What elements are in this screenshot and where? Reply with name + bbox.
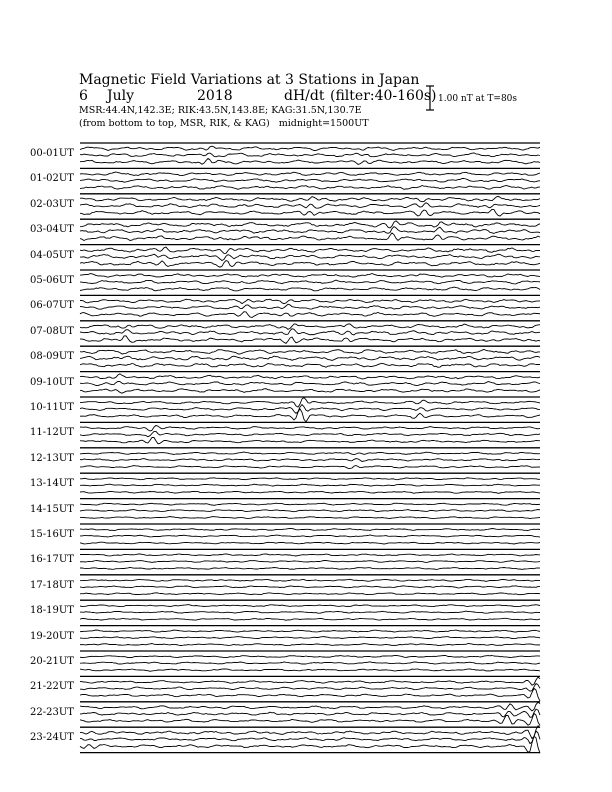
kag-trace: [80, 425, 540, 431]
row-label-19-20ut: 19-20UT: [30, 630, 74, 642]
rik-trace: [80, 684, 540, 692]
rik-trace: [80, 709, 540, 717]
hour-row: [80, 549, 540, 569]
row-label-15-16ut: 15-16UT: [30, 529, 74, 540]
hour-row: [80, 372, 540, 394]
rik-trace: [80, 381, 540, 385]
rik-trace: [80, 662, 540, 664]
hour-row: [80, 448, 540, 469]
hour-row: [80, 422, 540, 443]
rik-trace: [80, 304, 540, 309]
msr-trace: [80, 517, 540, 519]
kag-trace: [80, 503, 540, 505]
row-label-07-08ut: 07-08UT: [30, 325, 74, 337]
kag-trace: [80, 196, 540, 201]
msr-trace: [80, 389, 540, 394]
kag-trace: [80, 398, 540, 408]
kag-trace: [80, 579, 540, 581]
msr-trace: [80, 644, 540, 646]
row-label-11-12ut: 11-12UT: [30, 427, 74, 439]
hour-row: [80, 702, 540, 726]
hour-row: [80, 245, 540, 268]
row-label-01-02ut: 01-02UT: [30, 173, 74, 185]
msr-trace: [80, 233, 540, 241]
rik-trace: [80, 459, 540, 462]
filter: (filter:40-160s): [330, 88, 437, 104]
rik-trace: [80, 356, 540, 360]
hour-row: [80, 499, 540, 519]
rik-trace: [80, 611, 540, 613]
msr-trace: [80, 409, 540, 422]
rik-trace: [80, 280, 540, 284]
hour-row: [80, 575, 540, 595]
row-label-10-11ut: 10-11UT: [30, 402, 74, 413]
hour-row: [80, 600, 540, 620]
row-label-18-19ut: 18-19UT: [30, 605, 74, 617]
hour-rows: [80, 143, 540, 753]
row-label-16-17ut: 16-17UT: [30, 554, 74, 566]
kag-trace: [80, 274, 540, 278]
msr-trace: [80, 363, 540, 367]
hour-row: [80, 397, 540, 422]
hour-row: [80, 651, 540, 671]
month: July: [107, 88, 135, 104]
kag-trace: [80, 146, 540, 150]
rik-trace: [80, 329, 540, 335]
msr-trace: [80, 669, 540, 671]
rik-trace: [80, 227, 540, 234]
row-label-14-15ut: 14-15UT: [30, 503, 74, 515]
row-label-00-01ut: 00-01UT: [30, 148, 74, 159]
row-label-12-13ut: 12-13UT: [30, 452, 74, 464]
kag-trace: [80, 374, 540, 379]
msr-trace: [80, 593, 540, 595]
msr-trace: [80, 312, 540, 318]
chart-title: Magnetic Field Variations at 3 Stations in Japan: [79, 72, 420, 88]
msr-trace: [80, 542, 540, 544]
hour-row: [80, 295, 540, 317]
rik-trace: [80, 405, 540, 414]
row-label-20-21ut: 20-21UT: [30, 656, 74, 667]
msr-trace: [80, 158, 540, 164]
kag-trace: [80, 247, 540, 253]
rik-trace: [80, 179, 540, 183]
kag-trace: [80, 655, 540, 657]
rik-trace: [80, 484, 540, 486]
hour-row: [80, 473, 540, 493]
msr-trace: [80, 688, 540, 701]
msr-trace: [80, 713, 540, 725]
msr-trace: [80, 209, 540, 216]
hour-row: [80, 626, 540, 646]
msr-trace: [80, 466, 540, 469]
row-label-09-10ut: 09-10UT: [30, 376, 74, 388]
msr-trace: [80, 437, 540, 443]
quantity: dH/dt: [284, 88, 325, 104]
scale-bar-label: 1.00 nT at T=80s: [438, 94, 518, 104]
rik-trace: [80, 637, 540, 639]
midnight-note: midnight=1500UT: [278, 118, 369, 129]
row-label-22-23ut: 22-23UT: [30, 706, 74, 718]
kag-trace: [80, 299, 540, 304]
hour-row: [80, 524, 540, 544]
kag-trace: [80, 478, 540, 480]
order-note: (from bottom to top, MSR, RIK, & KAG): [79, 118, 270, 129]
row-label-08-09ut: 08-09UT: [30, 351, 74, 363]
msr-trace: [80, 287, 540, 291]
row-label-21-22ut: 21-22UT: [30, 681, 74, 693]
kag-trace: [80, 677, 540, 685]
rik-trace: [80, 586, 540, 588]
hour-row: [80, 168, 540, 189]
msr-trace: [80, 186, 540, 190]
kag-trace: [80, 702, 540, 711]
kag-trace: [80, 349, 540, 354]
rik-trace: [80, 153, 540, 157]
row-label-17-18ut: 17-18UT: [30, 579, 74, 591]
rik-trace: [80, 431, 540, 436]
hour-row: [80, 219, 540, 240]
msr-trace: [80, 618, 540, 620]
scale-bar: [426, 86, 434, 110]
msr-trace: [80, 261, 540, 268]
row-label-04-05ut: 04-05UT: [30, 249, 74, 261]
hour-row: [80, 321, 540, 344]
rik-trace: [80, 510, 540, 512]
row-label-23-24ut: 23-24UT: [30, 732, 74, 744]
kag-trace: [80, 324, 540, 329]
hour-row: [80, 194, 540, 216]
row-label-03-04ut: 03-04UT: [30, 224, 74, 236]
hour-row: [80, 676, 540, 701]
msr-trace: [80, 336, 540, 344]
msr-trace: [80, 567, 540, 569]
rik-trace: [80, 203, 540, 209]
kag-trace: [80, 172, 540, 176]
hour-row: [80, 270, 540, 291]
rik-trace: [80, 254, 540, 260]
hour-row: [80, 726, 540, 754]
station-coordinates: MSR:44.4N,142.3E; RIK:43.5N,143.8E; KAG:31.5N,130.7E: [79, 105, 362, 116]
rik-trace: [80, 535, 540, 537]
row-label-06-07ut: 06-07UT: [30, 300, 74, 312]
msr-trace: [80, 491, 540, 493]
year: 2018: [197, 88, 233, 104]
kag-trace: [80, 452, 540, 455]
kag-trace: [80, 221, 540, 228]
hour-row: [80, 143, 540, 164]
row-label-13-14ut: 13-14UT: [30, 478, 74, 490]
hour-row: [80, 346, 540, 367]
rik-trace: [80, 561, 540, 563]
kag-trace: [80, 630, 540, 632]
kag-trace: [80, 529, 540, 531]
day: 6: [79, 88, 88, 104]
kag-trace: [80, 605, 540, 607]
row-label-05-06ut: 05-06UT: [30, 275, 74, 286]
row-label-02-03ut: 02-03UT: [30, 198, 74, 210]
kag-trace: [80, 554, 540, 556]
